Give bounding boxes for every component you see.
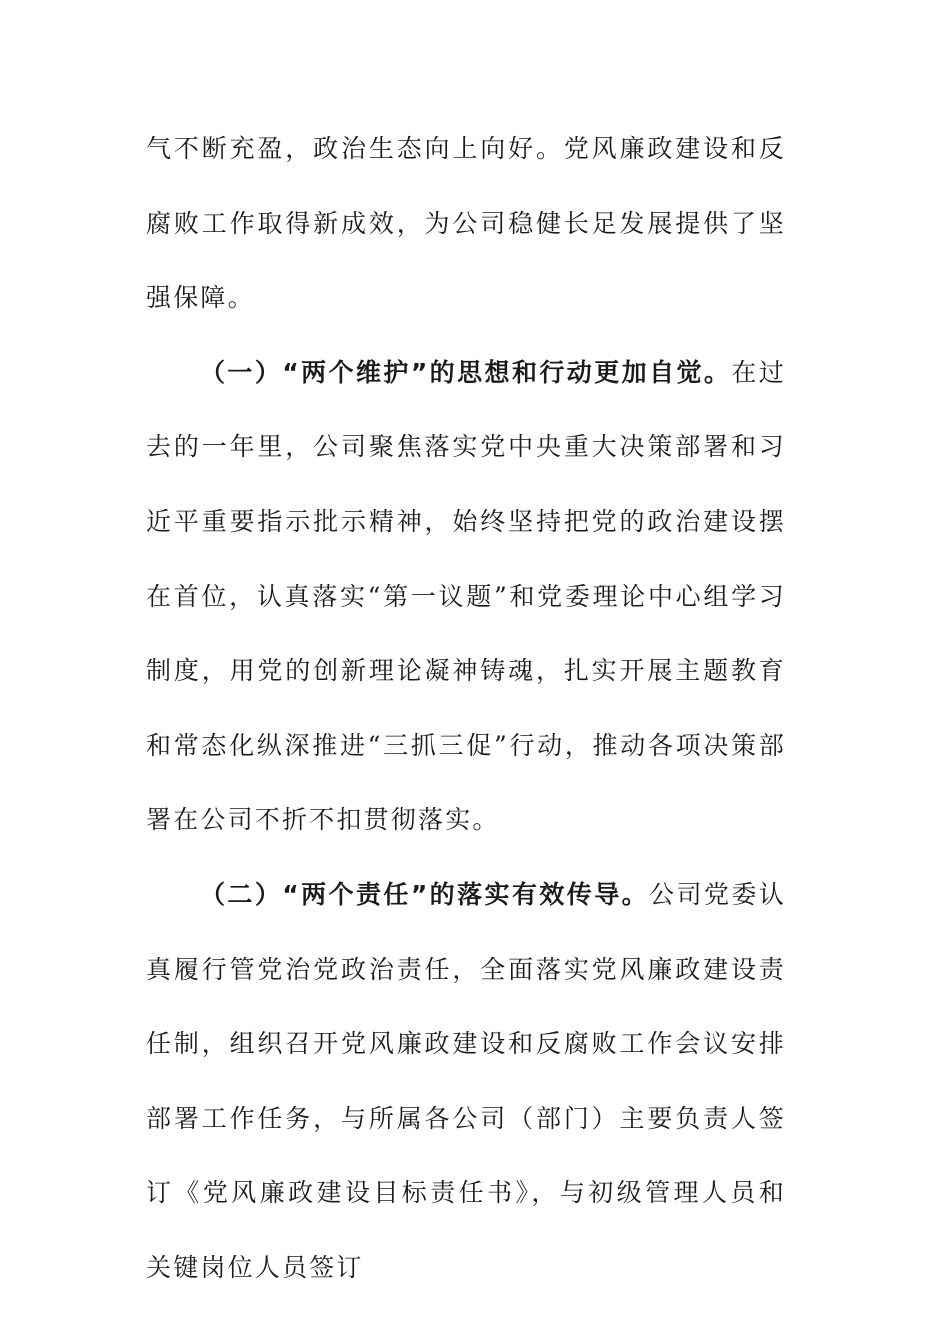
paragraph-text: 公司党委认真履行管党治党政治责任，全面落实党风廉政建设责任制，组织召开党风廉政建设和反腐败工作会议安排部署工作任务，与所属各公司（部门）主要负责人签订《党风廉政建设目标责任书》，与初级管理人员和关键岗位人员签订 xyxy=(146,879,786,1282)
paragraph-section-2 xyxy=(146,858,786,1306)
paragraph-section-1 xyxy=(146,336,786,858)
document-body xyxy=(146,112,786,1306)
paragraph-continuation xyxy=(146,112,786,336)
section-heading: （二）“两个责任”的落实有效传导。 xyxy=(200,879,650,909)
section-heading: （一）“两个维护”的思想和行动更加自觉。 xyxy=(200,357,732,387)
paragraph-text: 在过去的一年里，公司聚焦落实党中央重大决策部署和习近平重要指示批示精神，始终坚持把党的政治建设摆在首位，认真落实“第一议题”和党委理论中心组学习制度，用党的创新理论凝神铸魂，扎实开展主题教育和常态化纵深推进“三抓三促”行动，推动各项决策部署在公司不折不扣贯彻落实。 xyxy=(146,357,786,835)
paragraph-text: 气不断充盈，政治生态向上向好。党风廉政建设和反腐败工作取得新成效，为公司稳健长足发展提供了坚强保障。 xyxy=(146,134,786,313)
